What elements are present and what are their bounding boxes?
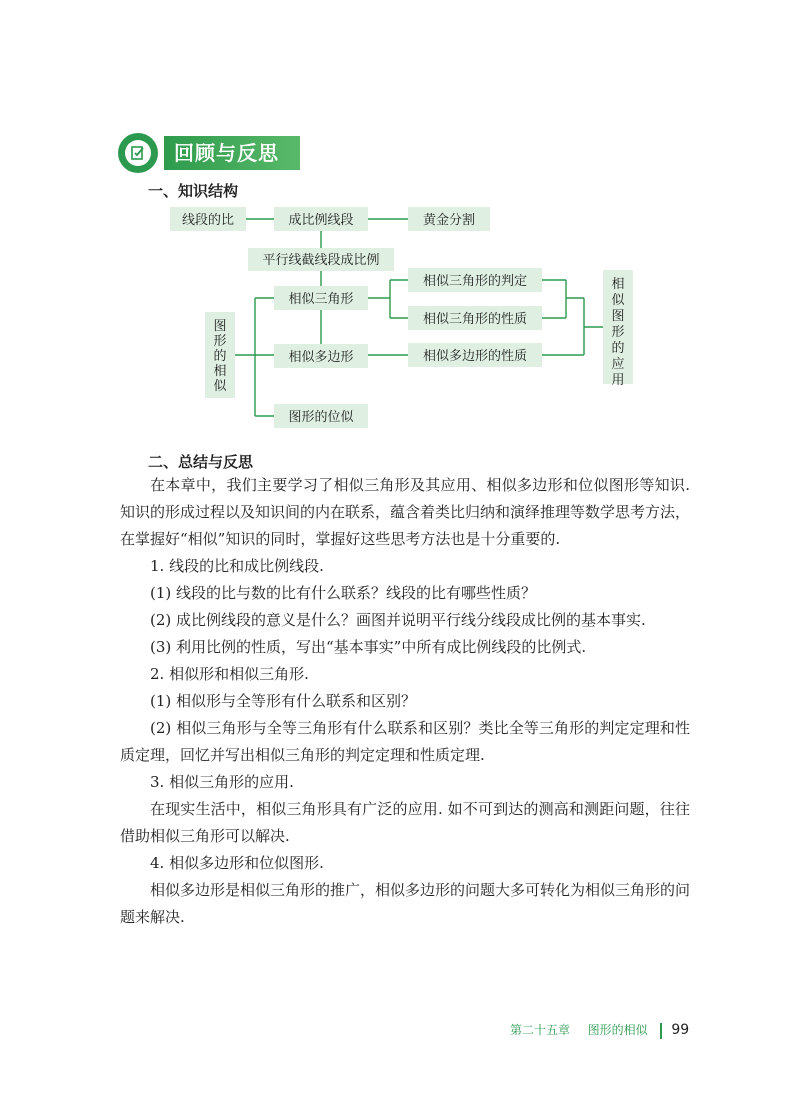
paragraph-item-4: 4. 相似多边形和位似图形.: [150, 854, 324, 872]
page-footer: [510, 1021, 689, 1039]
paragraph-item-4-text: 相似多边形是相似三角形的推广，相似多边形的问题大多可转化为相似三角形的问题来解决.: [120, 881, 691, 926]
box-application-label: 相似图形的应用: [611, 277, 625, 388]
box-root-label: 图形的相似: [213, 319, 227, 394]
heading-knowledge-structure: 一、知识结构: [148, 182, 239, 200]
page-number: 99: [671, 1022, 690, 1038]
paragraph-item-2-1: (1) 相似形与全等形有什么联系和区别？: [150, 692, 417, 710]
box-parallel-lines-label: 平行线截线段成比例: [262, 253, 380, 268]
paragraph-item-1: 1. 线段的比和成比例线段.: [150, 557, 324, 575]
heading-summary-reflection: 二、总结与反思: [148, 453, 254, 471]
box-proportional-segments-label: 成比例线段: [288, 213, 354, 228]
box-triangle-criteria-label: 相似三角形的判定: [422, 274, 528, 289]
paragraph-item-1-1: (1) 线段的比与数的比有什么联系？线段的比有哪些性质？: [150, 584, 537, 602]
paragraph-intro: 在本章中，我们主要学习了相似三角形及其应用、相似多边形和位似图形等知识. 知识的形成过程以及知识间的内在联系，蕴含着类比归纳和演绎推理等数学思考方法，在掌握好“相似”知识的同时，掌握好这些思考方法也是十分重要的.: [120, 476, 691, 548]
box-golden-section-label: 黄金分割: [422, 213, 476, 228]
section-title: 回顾与反思: [164, 136, 300, 170]
paragraph-item-2-2: (2) 相似三角形与全等三角形有什么联系和区别？类比全等三角形的判定定理和性质定理，回忆并写出相似三角形的判定定理和性质定理.: [120, 719, 690, 764]
box-segment-ratio-label: 线段的比: [181, 213, 235, 228]
paragraph-item-3-text: 在现实生活中，相似三角形具有广泛的应用. 如不可到达的测高和测距问题，往往借助相似三角形可以解决.: [120, 800, 690, 845]
paragraph-item-2: 2. 相似形和相似三角形.: [150, 665, 309, 683]
footer-chapter: 第二十五章: [510, 1023, 571, 1037]
paragraph-item-3: 3. 相似三角形的应用.: [150, 773, 294, 791]
box-similar-polygons-label: 相似多边形: [288, 350, 354, 365]
box-polygon-properties-label: 相似多边形的性质: [422, 349, 528, 364]
knowledge-structure-diagram: [0, 0, 800, 440]
box-homothety-label: 图形的位似: [288, 410, 354, 425]
footer-chapter-title: 图形的相似: [587, 1023, 648, 1037]
body-text: [120, 472, 690, 931]
box-similar-triangles-label: 相似三角形: [288, 292, 354, 307]
paragraph-item-1-3: (3) 利用比例的性质，写出“基本事实”中所有成比例线段的比例式.: [150, 638, 587, 656]
paragraph-item-1-2: (2) 成比例线段的意义是什么？画图并说明平行线分线段成比例的基本事实.: [150, 611, 646, 629]
box-triangle-properties-label: 相似三角形的性质: [422, 312, 528, 327]
footer-separator: [660, 1023, 662, 1039]
